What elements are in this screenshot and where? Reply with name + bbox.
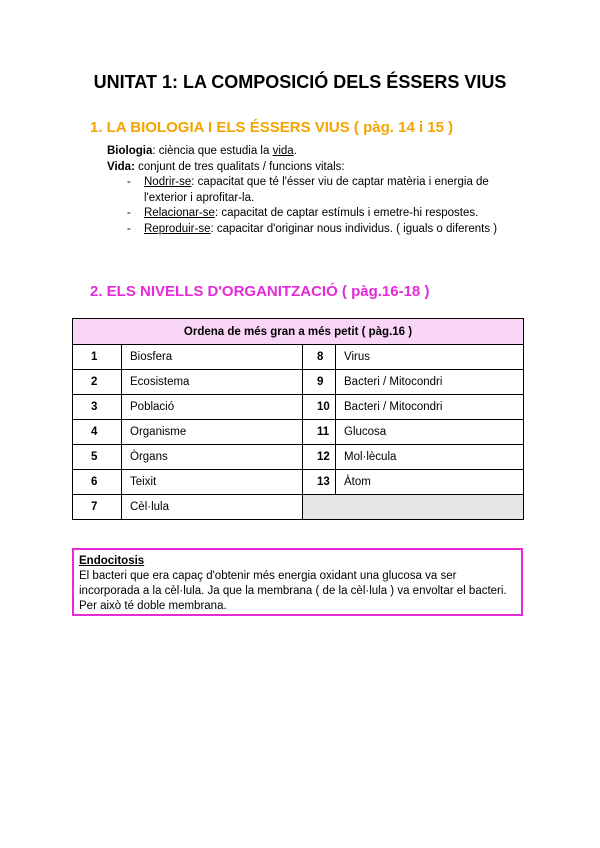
dash-bullet-icon: - xyxy=(127,176,131,188)
table-cell-level: Òrgans xyxy=(122,445,303,470)
note-text: El bacteri que era capaç d'obtenir més energia oxidant una glucosa va ser incorporada a la cèl·lula. Ja que la membrana ( de la cèl·lula ) va envoltar el bacteri. Per això té doble membrana. xyxy=(79,570,507,612)
vital-functions-list xyxy=(107,175,527,237)
table-cell-number: 13 xyxy=(303,470,336,495)
table-cell-number: 12 xyxy=(303,445,336,470)
table-header: Ordena de més gran a més petit ( pàg.16 ) xyxy=(73,319,524,345)
list-item-term: Nodrir-se xyxy=(144,176,192,188)
table-cell-level: Mol·lècula xyxy=(336,445,524,470)
list-item-text: : capacitar d'originar nous individus. ( iguals o diferents ) xyxy=(210,222,498,235)
table-cell-number: 11 xyxy=(303,420,336,445)
table-row xyxy=(73,345,524,370)
table-cell-number: 5 xyxy=(73,445,122,470)
table-cell-level: Àtom xyxy=(336,470,524,495)
definition-text: conjunt de tres qualitats / funcions vitals: xyxy=(134,160,345,173)
table-row xyxy=(73,495,524,520)
table-cell-level: Teixit xyxy=(122,470,303,495)
dash-bullet-icon: - xyxy=(127,222,131,235)
list-item xyxy=(107,206,527,222)
table-cell-level: Biosfera xyxy=(122,345,303,370)
definition-vida xyxy=(107,160,527,176)
definition-biologia xyxy=(107,144,527,160)
list-item-text: l'exterior i aprofitar-la. xyxy=(144,191,255,204)
table-cell-number: 2 xyxy=(73,370,122,395)
term-biologia: Biologia xyxy=(107,145,153,157)
list-item-term: Relacionar-se xyxy=(144,207,215,219)
organization-levels-table xyxy=(72,318,524,520)
table-cell-level: Organisme xyxy=(122,420,303,445)
term-vida: Vida: xyxy=(107,160,135,173)
table-cell-level: Ecosistema xyxy=(122,370,303,395)
term-vida-link: vida xyxy=(272,145,294,157)
table-cell-number: 10 xyxy=(303,395,336,420)
list-item-text: : capacitat que té l'ésser viu de captar matèria i energia de xyxy=(191,176,489,188)
definition-text: : ciència que estudia la xyxy=(152,145,273,157)
table-cell-level: Virus xyxy=(336,345,524,370)
table-cell-number: 4 xyxy=(73,420,122,445)
table-cell-level: Cèl·lula xyxy=(122,495,303,520)
section-heading-nivells: 2. ELS NIVELLS D'ORGANITZACIÓ ( pàg.16-18 ) xyxy=(90,283,430,300)
list-item-text: : capacitat de captar estímuls i emetre-hi respostes. xyxy=(214,207,479,219)
table-cell-number: 7 xyxy=(73,495,122,520)
table-row xyxy=(73,395,524,420)
dash-bullet-icon: - xyxy=(127,207,131,219)
definitions-block xyxy=(107,144,527,237)
table-row xyxy=(73,470,524,495)
table-cell-number: 9 xyxy=(303,370,336,395)
table-cell-empty xyxy=(303,495,524,520)
table-cell-level: Glucosa xyxy=(336,420,524,445)
list-item xyxy=(107,175,527,206)
definition-text: . xyxy=(293,145,297,157)
table-header-row xyxy=(73,319,524,345)
table-row xyxy=(73,445,524,470)
table-cell-level: Població xyxy=(122,395,303,420)
table-cell-number: 3 xyxy=(73,395,122,420)
table-cell-number: 1 xyxy=(73,345,122,370)
page-title: UNITAT 1: LA COMPOSICIÓ DELS ÉSSERS VIUS xyxy=(93,72,507,92)
table-cell-level: Bacteri / Mitocondri xyxy=(336,395,524,420)
note-title: Endocitosis xyxy=(79,555,145,567)
table-row xyxy=(73,420,524,445)
table-cell-level: Bacteri / Mitocondri xyxy=(336,370,524,395)
table-row xyxy=(73,370,524,395)
endocitosis-note-box xyxy=(72,548,523,616)
table-cell-number: 8 xyxy=(303,345,336,370)
list-item-term: Reproduir-se xyxy=(144,222,211,235)
list-item xyxy=(107,222,527,238)
table-cell-number: 6 xyxy=(73,470,122,495)
section-heading-biologia: 1. LA BIOLOGIA I ELS ÉSSERS VIUS ( pàg. 14 i 15 ) xyxy=(90,119,454,136)
